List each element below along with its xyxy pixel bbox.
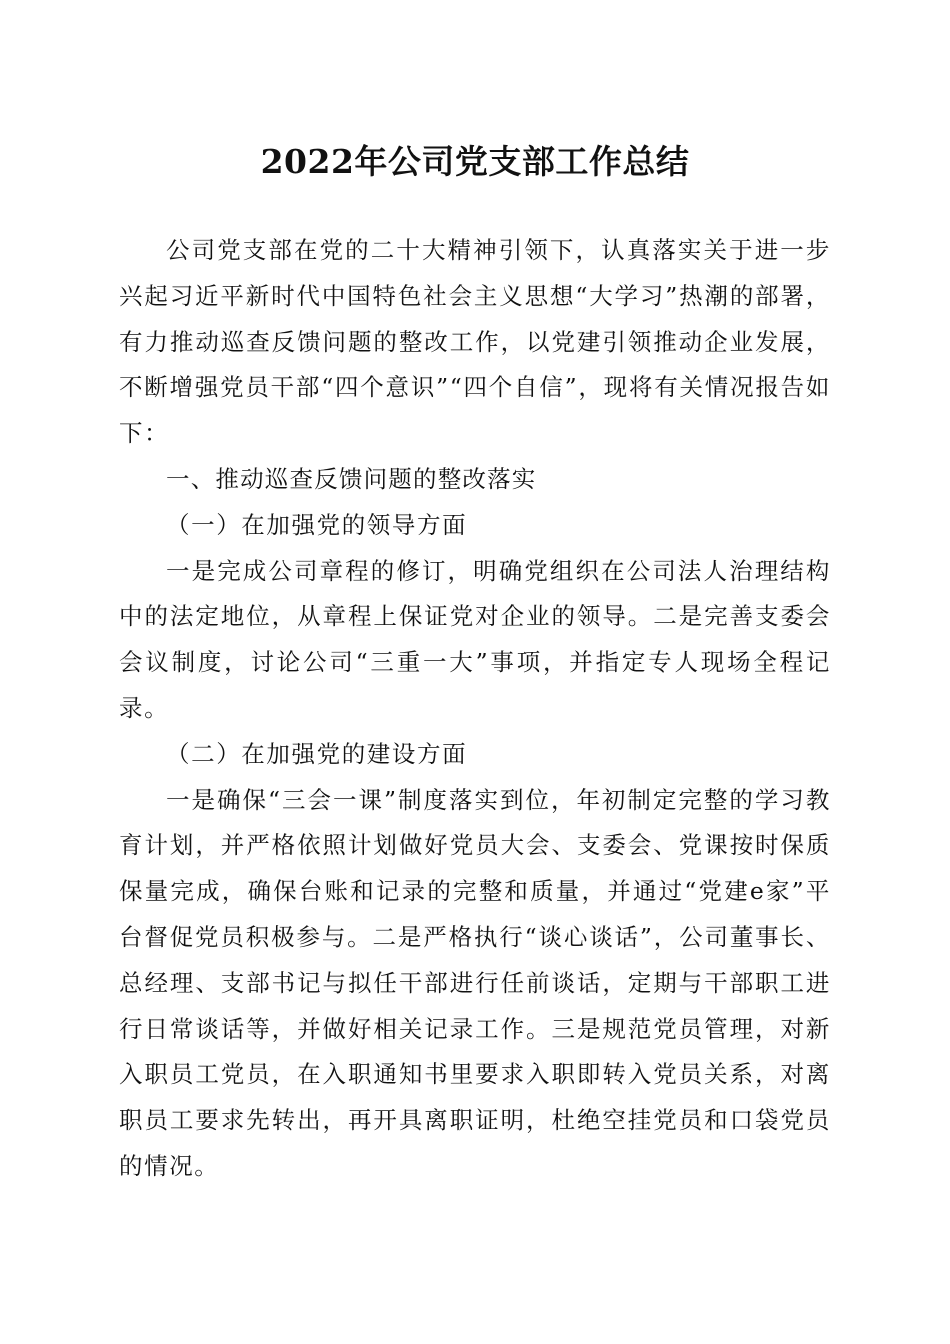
subsection-paragraph-2: 一是确保“三会一课”制度落实到位，年初制定完整的学习教育计划，并严格依照计划做好党员大会、支委会、党课按时保质保量完成，确保台账和记录的完整和质量，并通过“党建e家”平台督促党员积极参与。二是严格执行“谈心谈话”，公司董事长、总经理、支部书记与拟任干部进行任前谈话，定期与干部职工进行日常谈话等，并做好相关记录工作。三是规范党员管理，对新入职员工党员，在入职通知书里要求入职即转入党员关系，对离职员工要求先转出，再开具离职证明，杜绝空挂党员和口袋党员的情况。 — [119, 785, 831, 1180]
section-heading-1: 一、推动巡查反馈问题的整改落实 — [166, 464, 537, 493]
document-body — [119, 228, 831, 1190]
intro-paragraph: 公司党支部在党的二十大精神引领下，认真落实关于进一步兴起习近平新时代中国特色社会主义思想“大学习”热潮的部署，有力推动巡查反馈问题的整改工作，以党建引领推动企业发展，不断增强党员干部“四个意识”“四个自信”，现将有关情况报告如下： — [119, 236, 831, 448]
subsection-paragraph-1: 一是完成公司章程的修订，明确党组织在公司法人治理结构中的法定地位，从章程上保证党对企业的领导。二是完善支委会会议制度，讨论公司“三重一大”事项，并指定专人现场全程记录。 — [119, 556, 831, 722]
document-title: 2022年公司党支部工作总结 — [260, 142, 690, 181]
subsection-heading-1: （一）在加强党的领导方面 — [166, 510, 468, 539]
subsection-heading-2: （二）在加强党的建设方面 — [166, 739, 468, 768]
